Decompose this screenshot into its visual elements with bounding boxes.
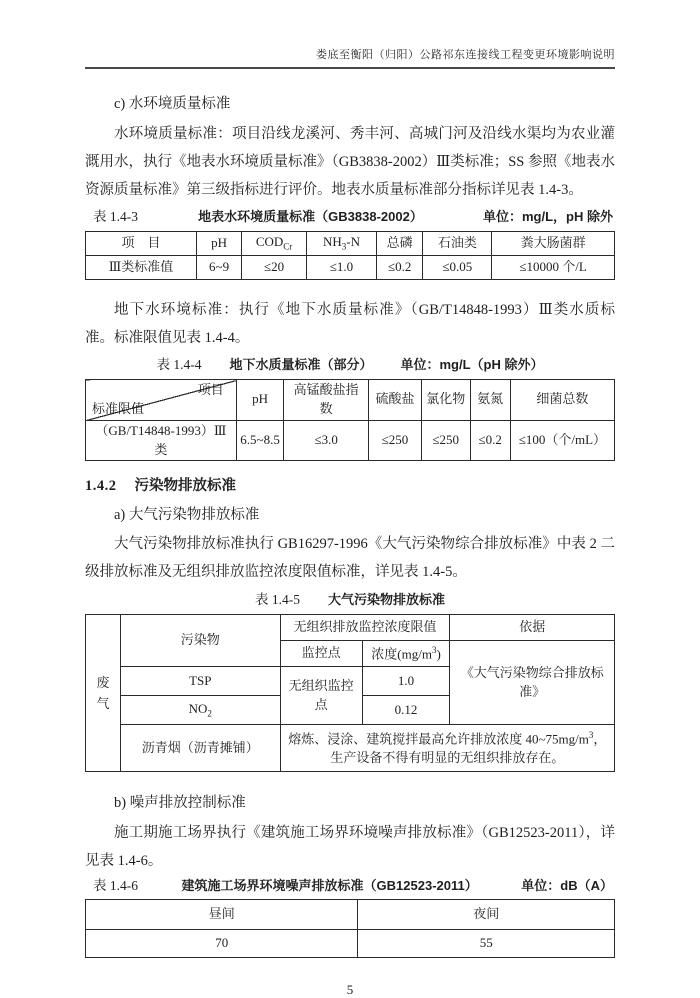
- paragraph-groundwater: 地下水环境标准：执行《地下水质量标准》（GB/T14848-1993）Ⅲ类水质标准。标准限值见表 1.4-4。: [85, 302, 615, 346]
- header-total-phosphorus: 总磷: [376, 232, 423, 256]
- cell-tsp-value: 1.0: [362, 667, 450, 696]
- header-nh3n: $NH_3-N$: [307, 232, 377, 256]
- cell-tsp-label: TSP: [120, 667, 280, 696]
- cell-cod: ≤20: [242, 256, 307, 280]
- table-1-4-4-caption: [85, 356, 615, 374]
- cell-bacteria: ≤100（个/mL）: [510, 420, 614, 461]
- header-sulfate: 硫酸盐: [369, 380, 422, 421]
- table-1-4-3-caption: [85, 208, 615, 226]
- header-permanganate-index: 高锰酸盐指数: [284, 380, 369, 421]
- cell-tp: ≤0.2: [376, 256, 423, 280]
- paragraph-noise: 施工期施工场界执行《建筑施工场界环境噪声排放标准》（GB12523-2011），详见表 1.4-6。: [85, 825, 615, 870]
- table-header-row-1: [86, 615, 615, 641]
- table-data-row: [86, 256, 615, 280]
- heading-c-water-quality: c) 水环境质量标准: [114, 96, 231, 112]
- diagonal-label-item: 项目: [197, 382, 224, 397]
- diagonal-header-cell: [86, 380, 237, 421]
- header-item: 项 目: [86, 232, 197, 256]
- table-title: 地下水质量标准（部分）: [229, 357, 373, 372]
- cell-no2-label: $NO_2$: [120, 696, 280, 725]
- table-header-row: [86, 380, 615, 421]
- table-1-4-3-surface-water-standard: [85, 231, 615, 280]
- cell-sulfate: ≤250: [369, 420, 422, 461]
- heading-1-4-2: [85, 476, 615, 496]
- cell-standard-label: （GB/T14848-1993）Ⅲ类: [86, 420, 237, 461]
- header-fecal-coliform: 粪大肠菌群: [492, 232, 615, 256]
- cell-oil: ≤0.05: [423, 256, 492, 280]
- header-cod: $COD_{Cr}$: [242, 232, 307, 256]
- table-row-asphalt: [86, 725, 615, 772]
- table-1-4-6-noise-standard: [85, 899, 615, 958]
- cell-waste-gas-group: 废气: [86, 615, 121, 772]
- cell-daytime-value: 70: [86, 930, 358, 958]
- table-title: 大气污染物排放标准: [327, 592, 445, 608]
- header-ph: pH: [236, 380, 284, 421]
- table-header-row: [86, 232, 615, 256]
- cell-monitor-point-value: 无组织监控点: [280, 667, 362, 725]
- table-data-row: [86, 420, 615, 461]
- page-number: 5: [346, 982, 354, 998]
- table-title: 建筑施工场界环境噪声排放标准（GB12523-2011）: [181, 878, 478, 894]
- diagonal-label-limit: 标准限值: [92, 400, 145, 416]
- header-basis: 依据: [450, 615, 615, 641]
- paragraph-surface-water: 水环境质量标准：项目沿线龙溪河、秀丰河、高城门河及沿线水渠均为农业灌溉用水，执行《地表水环境质量标准》（GB3838-2002）Ⅲ类标准；SS 参照《地表水资源质量标准》第三级指标进行评价。地表水质量标准部分指标详见表 1.4-3。: [85, 126, 615, 198]
- page-header-title: 娄底至衡阳（归阳）公路祁东连接线工程变更环境影响说明: [316, 49, 615, 61]
- cell-ph: 6~9: [197, 256, 242, 280]
- header-rule: [85, 67, 615, 69]
- cell-asphalt-label: 沥青烟（沥青摊铺）: [120, 725, 280, 772]
- table-label: 表 1.4-3: [93, 209, 138, 224]
- table-unit: 单位：mg/L，pH 除外: [482, 209, 613, 224]
- cell-coliform: ≤10000 个/L: [492, 256, 615, 280]
- cell-permanganate: ≤3.0: [284, 420, 369, 461]
- cell-class3-label: Ⅲ类标准值: [86, 256, 197, 280]
- header-petroleum: 石油类: [423, 232, 492, 256]
- table-title: 地表水环境质量标准（GB3838-2002）: [198, 209, 423, 224]
- table-1-4-5-air-emission-standard: [85, 614, 615, 772]
- header-unorganized-limit: 无组织排放监控浓度限值: [280, 615, 450, 641]
- cell-basis-value: 《大气污染物综合排放标准》: [450, 641, 615, 725]
- table-label: 表 1.4-5: [254, 592, 300, 608]
- header-concentration: 浓度$(mg/m^3)$: [362, 641, 450, 667]
- table-unit: 单位：dB（A）: [521, 878, 613, 894]
- table-1-4-4-groundwater-standard: [85, 379, 615, 461]
- table-label: 表 1.4-6: [93, 878, 138, 894]
- header-bacteria-total: 细菌总数: [510, 380, 614, 421]
- header-pollutant: 污染物: [120, 615, 280, 667]
- cell-nh3n: ≤1.0: [307, 256, 377, 280]
- header-nighttime: 夜间: [358, 900, 615, 930]
- cell-nighttime-value: 55: [358, 930, 615, 958]
- heading-a-air-emission: a) 大气污染物排放标准: [114, 507, 260, 524]
- table-1-4-5-caption: [85, 591, 615, 609]
- cell-ph: 6.5~8.5: [236, 420, 284, 461]
- heading-b-noise-control: b) 噪声排放控制标准: [114, 795, 246, 812]
- table-data-row: [86, 930, 615, 958]
- cell-asphalt-note: 熔炼、浸涂、建筑搅拌最高允许排放浓度 $40\sim 75mg/m^3$，生产设备不得有明显的无组织排放存在。: [280, 725, 614, 772]
- table-label: 表 1.4-4: [156, 357, 202, 372]
- cell-ammonia: ≤0.2: [470, 420, 510, 461]
- heading-number: 1.4.2: [85, 478, 117, 495]
- header-daytime: 昼间: [86, 900, 358, 930]
- table-unit: 单位：mg/L（pH 除外）: [400, 357, 544, 372]
- cell-chloride: ≤250: [421, 420, 470, 461]
- header-ph: pH: [197, 232, 242, 256]
- heading-text: 污染物排放标准: [134, 478, 236, 495]
- header-chloride: 氯化物: [421, 380, 470, 421]
- header-ammonia: 氨氮: [470, 380, 510, 421]
- header-monitor-point: 监控点: [280, 641, 362, 667]
- table-header-row: [86, 900, 615, 930]
- table-1-4-6-caption: [85, 877, 615, 895]
- paragraph-air-emission: 大气污染物排放标准执行 GB16297-1996《大气污染物综合排放标准》中表 2 二级排放标准及无组织排放监控浓度限值标准，详见表 1.4-5。: [85, 536, 615, 581]
- cell-no2-value: 0.12: [362, 696, 450, 725]
